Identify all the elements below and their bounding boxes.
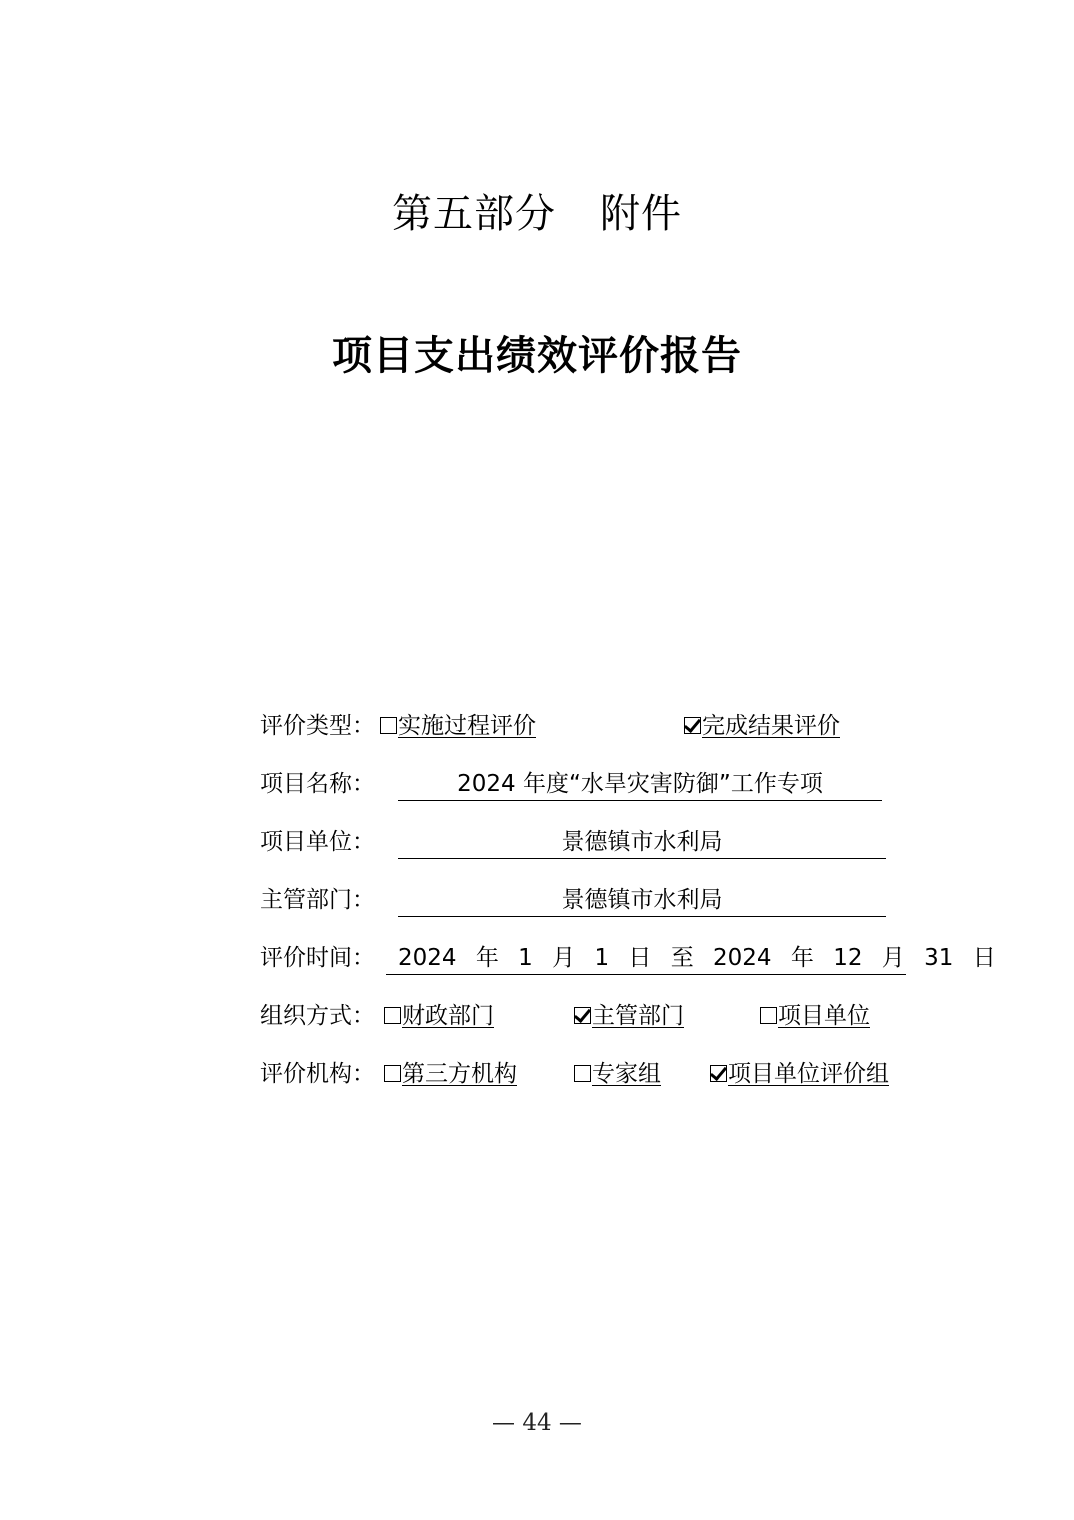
project-name-label: 项目名称： — [260, 771, 375, 797]
organization-row — [260, 996, 960, 1036]
start-month: 1 — [518, 945, 533, 971]
checkbox-unchecked-icon[interactable] — [384, 1007, 401, 1024]
option-label: 完成结果评价 — [702, 713, 840, 739]
end-year: 2024 — [713, 945, 772, 971]
report-title: 项目支出绩效评价报告 — [332, 333, 742, 379]
option-label: 财政部门 — [402, 1003, 494, 1029]
organization-label: 组织方式： — [260, 1003, 375, 1029]
eval-agency-row — [260, 1054, 960, 1094]
option-label: 专家组 — [592, 1061, 661, 1087]
page-number: — 44 — — [492, 1410, 582, 1436]
eval-type-option-process[interactable] — [380, 706, 536, 746]
day-char: 日 — [972, 945, 996, 971]
option-label: 实施过程评价 — [398, 713, 536, 739]
checkbox-unchecked-icon[interactable] — [574, 1065, 591, 1082]
project-name-field[interactable]: 2024 年度“水旱灾害防御”工作专项 — [398, 764, 882, 801]
eval-agency-option-third-party[interactable] — [384, 1054, 517, 1094]
supervisor-dept-label: 主管部门： — [260, 887, 375, 913]
eval-agency-option-unit-group[interactable] — [710, 1054, 889, 1094]
appendix-label: 附件 — [600, 191, 682, 237]
start-day: 1 — [594, 945, 610, 971]
part-label: 第五部分 — [392, 191, 556, 237]
checkbox-checked-icon[interactable] — [684, 717, 701, 734]
supervisor-dept-row — [260, 880, 960, 920]
day-char: 日 — [628, 945, 652, 971]
checkbox-unchecked-icon[interactable] — [380, 717, 397, 734]
organization-option-supervisor[interactable] — [574, 996, 684, 1036]
organization-option-project-unit[interactable] — [760, 996, 870, 1036]
supervisor-dept-field[interactable]: 景德镇市水利局 — [398, 880, 886, 917]
project-unit-row — [260, 822, 960, 862]
eval-agency-label: 评价机构： — [260, 1061, 375, 1087]
month-char: 月 — [881, 945, 905, 971]
option-label: 第三方机构 — [402, 1061, 517, 1087]
year-char: 年 — [790, 945, 814, 971]
eval-time-label: 评价时间： — [260, 945, 375, 971]
eval-type-row — [260, 706, 960, 746]
project-name-row — [260, 764, 960, 804]
eval-type-label: 评价类型： — [260, 713, 375, 739]
project-unit-field[interactable]: 景德镇市水利局 — [398, 822, 886, 859]
option-label: 主管部门 — [592, 1003, 684, 1029]
checkbox-unchecked-icon[interactable] — [384, 1065, 401, 1082]
to-char: 至 — [670, 945, 694, 971]
eval-type-option-result[interactable] — [684, 706, 840, 746]
page-heading — [0, 188, 1074, 240]
month-char: 月 — [552, 945, 576, 971]
end-month: 12 — [833, 945, 863, 971]
end-day: 31 — [924, 945, 954, 971]
start-year: 2024 — [398, 945, 457, 971]
option-label: 项目单位评价组 — [728, 1061, 889, 1087]
checkbox-unchecked-icon[interactable] — [760, 1007, 777, 1024]
project-unit-label: 项目单位： — [260, 829, 375, 855]
eval-time-field[interactable] — [386, 938, 996, 975]
option-label: 项目单位 — [778, 1003, 870, 1029]
eval-time-row — [260, 938, 996, 978]
checkbox-checked-icon[interactable] — [574, 1007, 591, 1024]
organization-option-finance[interactable] — [384, 996, 494, 1036]
checkbox-checked-icon[interactable] — [710, 1065, 727, 1082]
eval-agency-option-experts[interactable] — [574, 1054, 661, 1094]
year-char: 年 — [475, 945, 499, 971]
